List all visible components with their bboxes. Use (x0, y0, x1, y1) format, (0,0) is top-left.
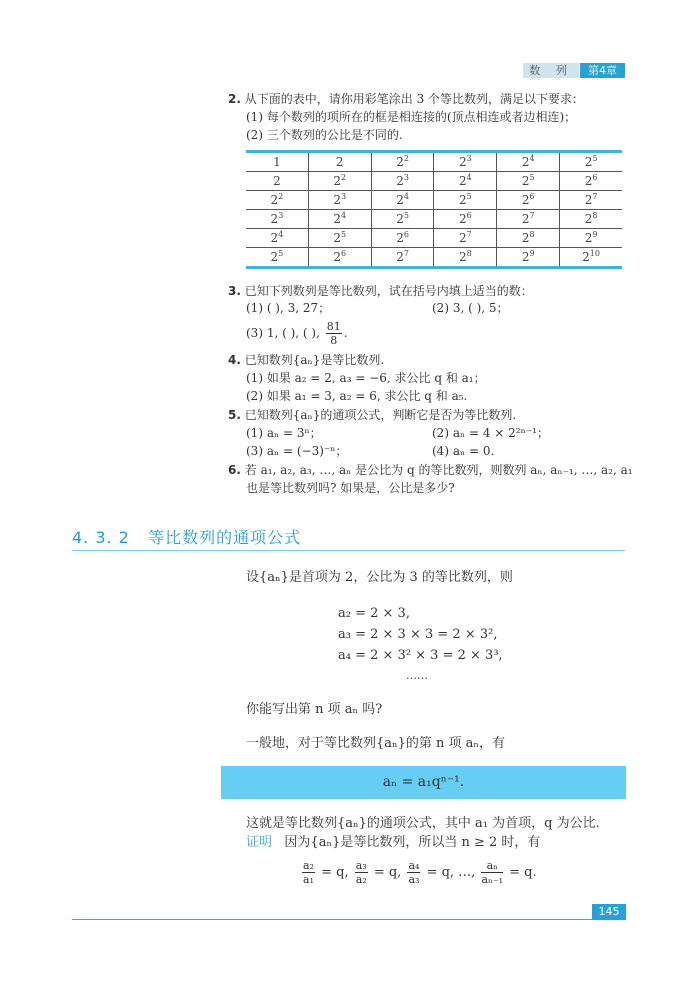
section-number: 4. 3. 2 (72, 528, 130, 547)
table-cell: 2 (246, 172, 308, 191)
table-cell: $2^4$ (308, 210, 371, 229)
ellipsis: …… (406, 669, 428, 682)
exercise-number: 4. (228, 353, 241, 367)
table-cell: $2^4$ (497, 152, 560, 172)
section-tag: 数 列 (523, 63, 579, 78)
general-term-formula-box (221, 766, 626, 799)
table-cell: $2^4$ (246, 229, 308, 248)
table-row (246, 152, 622, 172)
equation-a3: a₃ = 2 × 3 × 3 = 2 × 3², (338, 627, 498, 642)
table-cell: $2^{10}$ (582, 249, 600, 264)
exercise-text: 从下面的表中，请你用彩笔涂出 3 个等比数列，满足以下要求： (244, 92, 585, 106)
section-heading (72, 525, 301, 548)
exercise-4-part1: (1) 如果 a₂ = 2, a₃ = −6, 求公比 q 和 a₁； (246, 371, 486, 385)
equation-a4: a₄ = 2 × 3² × 3 = 2 × 3³, (338, 648, 503, 663)
ratio-fraction (407, 859, 420, 886)
exercise-5-part4: (4) aₙ = 0. (432, 444, 495, 458)
denominator: 8 (330, 334, 338, 347)
table-cell: $2^5$ (308, 229, 371, 248)
exercise-number: 5. (228, 408, 241, 422)
exercise-text: 若 a₁, a₂, a₃, …, aₙ 是公比为 q 的等比数列，则数列 aₙ, aₙ₋₁, …, a₂, a₁ (244, 463, 633, 477)
table-cell: $2^8$ (560, 210, 622, 229)
section-title: 等比数列的通项公式 (148, 528, 302, 547)
table-cell: $2^6$ (371, 229, 434, 248)
table-cell: $2^5$ (434, 191, 497, 210)
table-cell: $2^5$ (246, 248, 308, 268)
exercise-5-part3: (3) aₙ = (−3)⁻ⁿ； (246, 444, 348, 458)
table-cell: $2^2$ (246, 191, 308, 210)
exercise-number: 6. (228, 463, 241, 477)
chapter-tag: 第4章 (580, 63, 625, 78)
table-cell: $2^3$ (246, 210, 308, 229)
exercise-2-req1: (1) 每个数列的项所在的框是相连接的(顶点相连或者边相连)； (246, 110, 577, 124)
table-cell: $2^2$ (308, 172, 371, 191)
table-row (246, 172, 622, 191)
table-cell: $2^4$ (371, 191, 434, 210)
exercise-2-prompt (228, 91, 584, 107)
exercise-3-part3: (3) 1, ( ), ( ), $\frac{81}{8}$ . (246, 320, 348, 347)
table-cell: $2^7$ (560, 191, 622, 210)
table-cell: $2^6$ (560, 172, 622, 191)
table-cell: $2^7$ (371, 248, 434, 268)
denominator: aₙ₋₁ (481, 873, 504, 886)
proof-line (246, 835, 540, 851)
table-row (246, 210, 622, 229)
denominator: a₂ (355, 873, 367, 886)
table-cell: $2^6$ (497, 191, 560, 210)
powers-of-two-table (246, 150, 622, 269)
table-cell: $2^5$ (371, 210, 434, 229)
table-cell: 1 (246, 152, 308, 172)
table-cell: $2^9$ (497, 248, 560, 268)
exercise-3-part2: (2) 3, ( ), 5； (432, 301, 509, 315)
exercise-number: 3. (228, 284, 241, 298)
table-cell: $2^9$ (560, 229, 622, 248)
ratio-fraction (355, 859, 368, 886)
section-divider (72, 550, 625, 551)
exercise-6-line1 (228, 462, 633, 478)
exercise-5-part1: (1) aₙ = 3ⁿ； (246, 426, 322, 440)
numerator: aₙ (481, 859, 503, 873)
numerator: 81 (326, 320, 341, 333)
equation-a2: a₂ = 2 × 3, (338, 606, 410, 621)
exercise-text: 已知数列{aₙ}是等比数列. (244, 353, 385, 367)
exercise-number: 2. (228, 92, 241, 106)
ratio-fraction (302, 859, 315, 886)
table-row (246, 229, 622, 248)
numerator: a₂ (303, 859, 314, 872)
denominator: a₃ (408, 873, 420, 886)
table-cell: 2 (308, 152, 371, 172)
explanation-text: 这就是等比数列{aₙ}的通项公式，其中 a₁ 为首项，q 为公比. (246, 816, 600, 831)
table-cell: $2^3$ (371, 172, 434, 191)
proof-text: 因为{aₙ}是等比数列，所以当 n ≥ 2 时，有 (284, 835, 541, 850)
ratio-tail: = q, (369, 865, 402, 880)
exercise-text: 已知数列{aₙ}的通项公式，判断它是否为等比数列. (244, 408, 517, 422)
general-term-formula: aₙ = a₁qⁿ⁻¹. (382, 774, 465, 790)
exercise-3-prompt (228, 283, 533, 299)
exercise-2-req2: (2) 三个数列的公比是不同的. (246, 128, 403, 142)
proof-label: 证明 (246, 835, 273, 850)
table-cell: $2^6$ (308, 248, 371, 268)
part-text: (3) 1, ( ), ( ), (246, 326, 324, 340)
intro-text: 设{aₙ}是首项为 2，公比为 3 的等比数列，则 (246, 570, 513, 585)
exercise-5-prompt (228, 407, 516, 423)
page-number: 145 (592, 904, 626, 920)
numerator: a₃ (355, 859, 367, 872)
ratio-fraction (481, 859, 503, 886)
fraction (326, 320, 342, 347)
ratio-tail: = q, (316, 865, 349, 880)
table-cell: $2^6$ (434, 210, 497, 229)
ratio-tail: = q, …, (422, 865, 476, 880)
table-cell: $2^8$ (497, 229, 560, 248)
table-cell: $2^2$ (371, 152, 434, 172)
exercise-5-part2: (2) aₙ = 4 × 2²ⁿ⁻¹； (432, 426, 549, 440)
exercise-4-prompt (228, 352, 384, 368)
exercise-3-part1: (1) ( ), 3, 27； (246, 301, 331, 315)
table-cell: $2^7$ (434, 229, 497, 248)
ratio-equations (300, 858, 537, 888)
table-cell: $2^7$ (497, 210, 560, 229)
footer-divider (72, 919, 592, 920)
table-cell: $2^5$ (497, 172, 560, 191)
table-row (246, 248, 622, 268)
question-text: 你能写出第 n 项 aₙ 吗? (246, 702, 383, 717)
table-cell: $2^3$ (434, 152, 497, 172)
denominator: a₁ (303, 873, 314, 886)
numerator: a₄ (408, 859, 420, 872)
exercise-text: 已知下列数列是等比数列，试在括号内填上适当的数： (244, 284, 533, 298)
table-cell: $2^4$ (434, 172, 497, 191)
exercise-4-part2: (2) 如果 a₁ = 3, a₂ = 6, 求公比 q 和 a₅. (246, 389, 468, 403)
general-text: 一般地，对于等比数列{aₙ}的第 n 项 aₙ，有 (246, 736, 506, 751)
ratio-tail: = q. (505, 865, 537, 880)
table-cell: $2^5$ (560, 152, 622, 172)
table-row (246, 191, 622, 210)
table-cell: $2^3$ (308, 191, 371, 210)
table-cell: $2^8$ (434, 248, 497, 268)
exercise-6-line2: 也是等比数列吗? 如果是，公比是多少? (246, 481, 455, 495)
